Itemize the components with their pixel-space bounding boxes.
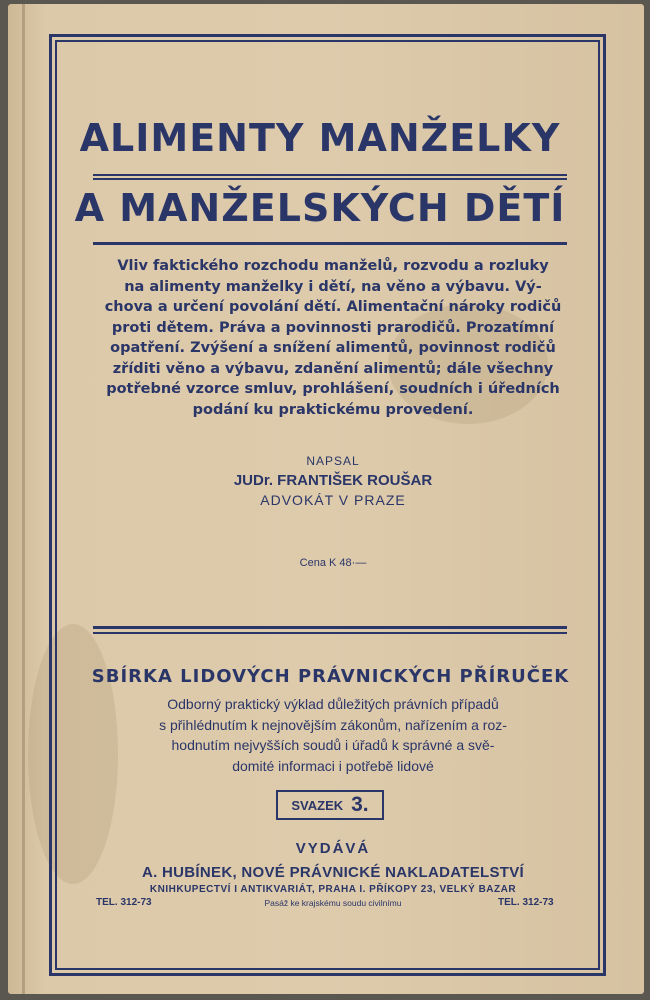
description-line: opatření. Zvýšení a snížení alimentů, povinnost rodičů (110, 340, 556, 356)
spine-crease (22, 4, 25, 994)
series-name: SBÍRKA LIDOVÝCH PRÁVNICKÝCH PŘÍRUČEK (91, 666, 570, 687)
price: Cena K 48·— (299, 557, 367, 569)
series-description-line: domité informaci i potřebě lidové (232, 757, 434, 774)
book-cover (8, 4, 644, 994)
title-underline (93, 242, 567, 245)
volume-label: SVAZEK (291, 797, 344, 813)
volume-box (276, 790, 384, 820)
description-line: na alimenty manželky i dětí, na věno a výbavu. Vý- (124, 278, 542, 295)
description-line: proti dětem. Práva a povinnosti prarodičů. Prozatímní (111, 319, 555, 336)
description-line: zříditi věno a výbavu, zdanění alimentů; dále všechny (112, 360, 554, 377)
telephone-left: TEL. 312-73 (96, 897, 152, 908)
author-title: ADVOKÁT V PRAZE (260, 492, 406, 508)
series-description-line: Odborný praktický výklad důležitých právních případů (167, 696, 499, 712)
description-line: podání ku praktickému provedení. (192, 401, 474, 418)
series-description-line: s přihlédnutím k nejnovějším zákonům, nařízením a roz- (159, 716, 507, 733)
description (96, 256, 570, 420)
author-name: JUDr. FRANTIŠEK ROUŠAR (233, 472, 433, 489)
title-line-1: ALIMENTY MANŽELKY (79, 116, 561, 160)
passage-note: Pasáž ke krajskému soudu civilnímu (264, 898, 402, 908)
publisher-address: KNIHKUPECTVÍ I ANTIKVARIÁT, PRAHA I. PŘÍKOPY 23, VELKÝ BAZAR (149, 884, 517, 895)
series-description-line: hodnutím nejvyšších soudů i úřadů k správné a svě- (171, 737, 495, 753)
title-divider (93, 178, 567, 180)
published-by-label: VYDÁVÁ (295, 840, 371, 857)
series-description (103, 694, 563, 776)
description-line: chova a určení povolání dětí. Alimentační nároky rodičů (104, 299, 562, 315)
telephone-right: TEL. 312-73 (498, 897, 554, 908)
publisher-name: A. HUBÍNEK, NOVÉ PRÁVNICKÉ NAKLADATELSTVÍ (141, 864, 525, 881)
description-line: Vliv faktického rozchodu manželů, rozvodu a rozluky (117, 258, 549, 274)
section-divider (93, 632, 567, 634)
volume-number: 3. (351, 793, 369, 816)
title-divider (93, 174, 567, 176)
description-line: potřebné vzorce smluv, prohlášení, soudních i úředních (106, 381, 560, 397)
title-line-2: A MANŽELSKÝCH DĚTÍ (74, 186, 566, 230)
section-divider (93, 626, 567, 629)
written-by-label: NAPSAL (306, 454, 360, 468)
